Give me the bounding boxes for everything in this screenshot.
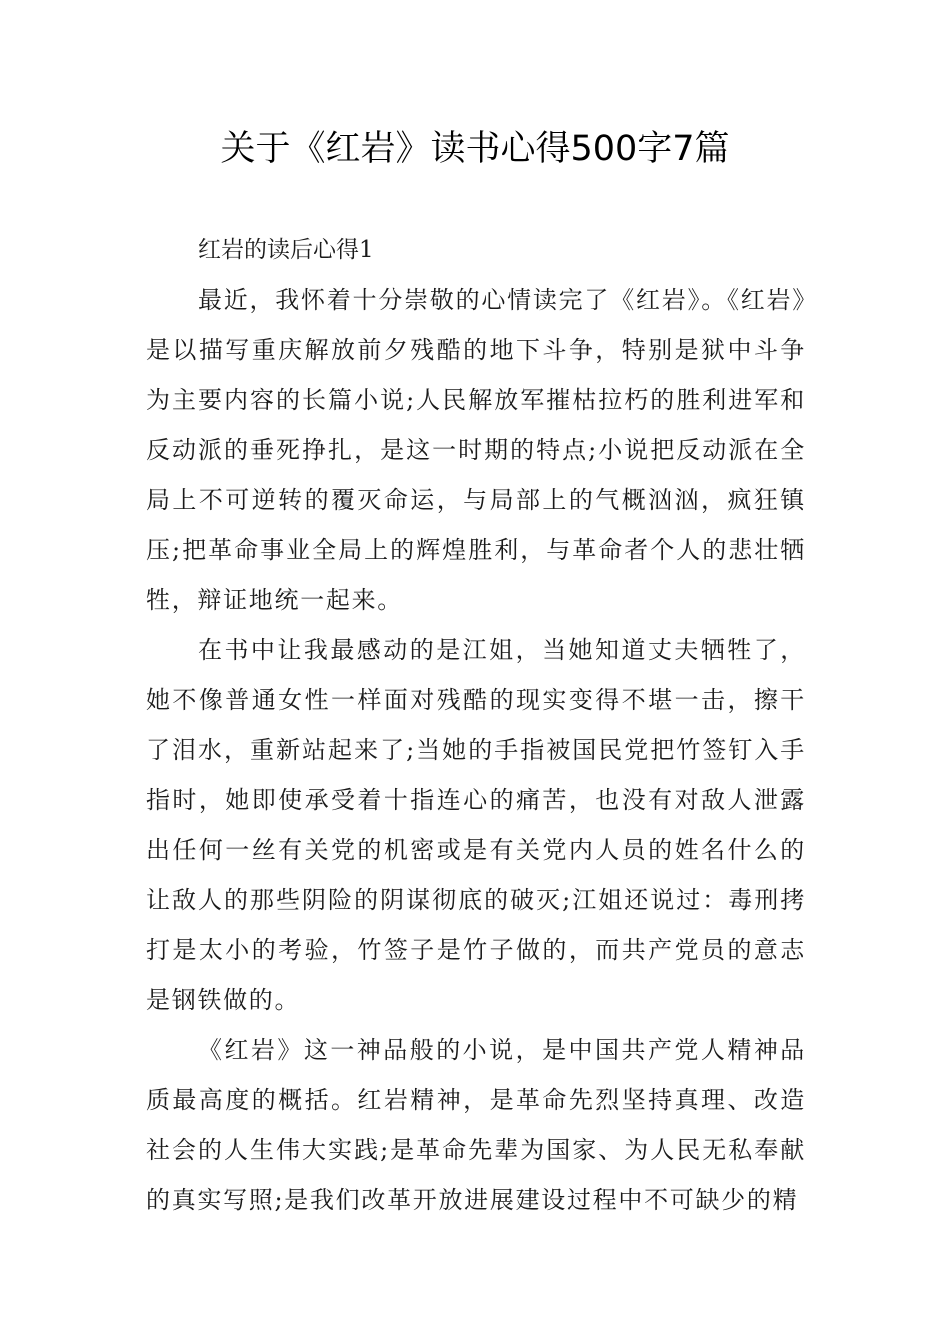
- document-title: 关于《红岩》读书心得500字7篇: [220, 129, 730, 169]
- paragraph-3: 《红岩》这一神品般的小说，是中国共产党人精神品质最高度的概括。红岩精神，是革命先烈坚持真理、改造社会的人生伟大实践;是革命先辈为国家、为人民无私奉献的真实写照;是我们改革开放进展建设过程中不可缺少的精: [146, 1036, 806, 1214]
- paragraph-1: 最近，我怀着十分崇敬的心情读完了《红岩》。《红岩》是以描写重庆解放前夕残酷的地下斗争，特别是狱中斗争为主要内容的长篇小说;人民解放军摧枯拉朽的胜利进军和反动派的垂死挣扎，是这一时期的特点;小说把反动派在全局上不可逆转的覆灭命运，与局部上的气概汹汹，疯狂镇压;把革命事业全局上的辉煌胜利，与革命者个人的悲壮牺牲，辩证地统一起来。: [146, 286, 806, 614]
- document-body: [146, 225, 806, 1225]
- section-heading: 红岩的读后心得1: [198, 237, 374, 263]
- paragraph-2: 在书中让我最感动的是江姐，当她知道丈夫牺牲了，她不像普通女性一样面对残酷的现实变得不堪一击，擦干了泪水，重新站起来了;当她的手指被国民党把竹签钉入手指时，她即使承受着十指连心的痛苦，也没有对敌人泄露出任何一丝有关党的机密或是有关党内人员的姓名什么的让敌人的那些阴险的阴谋彻底的破灭;江姐还说过：毒刑拷打是太小的考验，竹签子是竹子做的，而共产党员的意志是钢铁做的。: [146, 636, 806, 1014]
